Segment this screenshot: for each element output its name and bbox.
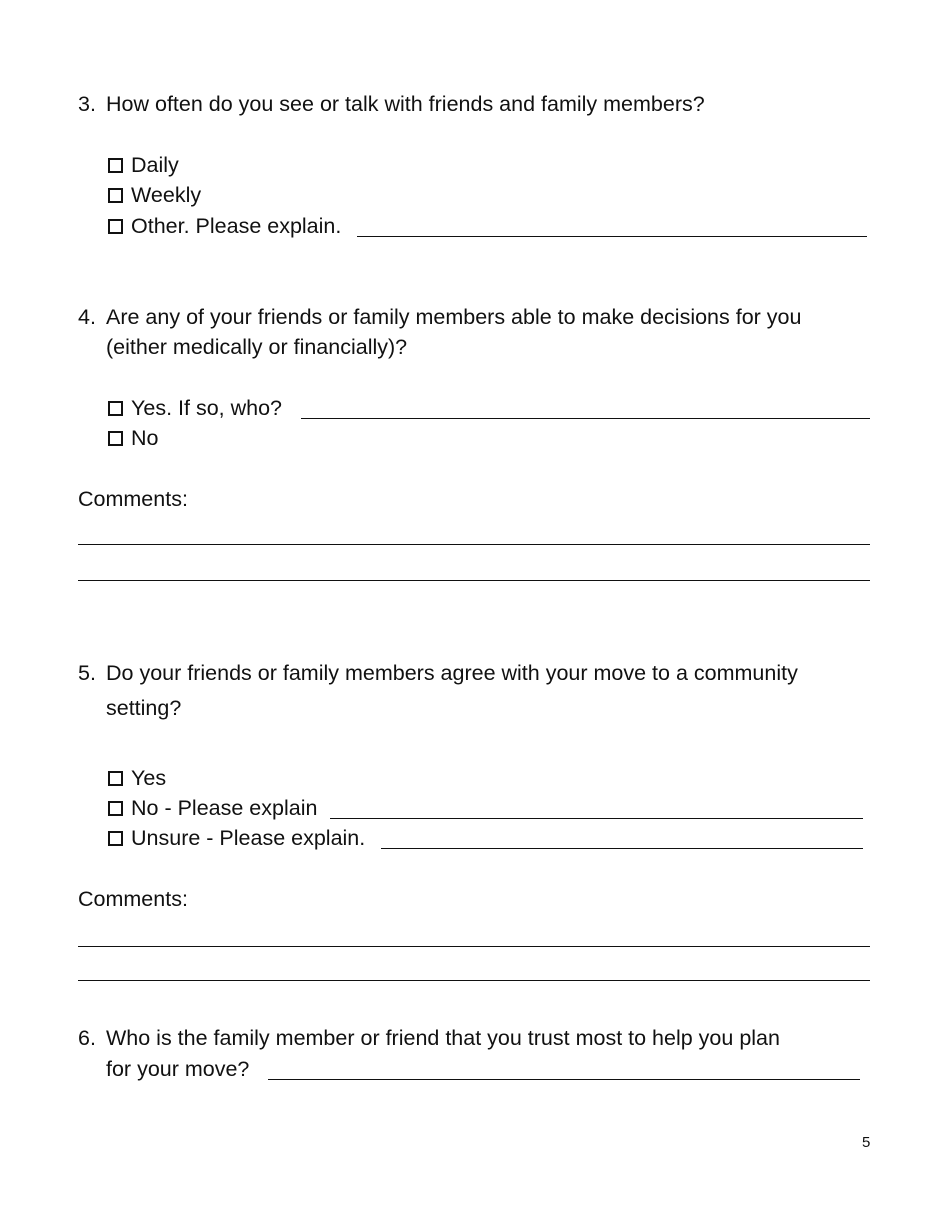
- checkbox-daily[interactable]: [108, 158, 123, 173]
- q6-number: 6.: [78, 1026, 96, 1050]
- q6-question-line2: for your move?: [106, 1057, 250, 1081]
- q5-option-yes-label: Yes: [131, 766, 167, 790]
- q4-comments-label: Comments:: [78, 487, 188, 511]
- checkbox-yes[interactable]: [108, 771, 123, 786]
- q4-number: 4.: [78, 305, 96, 329]
- q4-question-line2: (either medically or financially)?: [106, 335, 408, 359]
- q5-no-explain-line[interactable]: [330, 818, 863, 819]
- q5-option-unsure[interactable]: [108, 828, 365, 850]
- q5-comments-label: Comments:: [78, 887, 188, 911]
- q3-option-daily[interactable]: [108, 155, 179, 177]
- q3-question: How often do you see or talk with friends and family members?: [106, 92, 705, 116]
- q5-unsure-explain-line[interactable]: [381, 848, 863, 849]
- q4-option-yes[interactable]: [108, 398, 282, 420]
- q5-comment-line-1[interactable]: [78, 946, 870, 947]
- q5-option-yes[interactable]: [108, 768, 166, 790]
- checkbox-other[interactable]: [108, 219, 123, 234]
- q6-question-line1: Who is the family member or friend that you trust most to help you plan: [106, 1026, 780, 1050]
- q5-option-no-label: No - Please explain: [131, 796, 318, 820]
- q3-number: 3.: [78, 92, 96, 116]
- checkbox-no[interactable]: [108, 801, 123, 816]
- checkbox-weekly[interactable]: [108, 188, 123, 203]
- q5-question-line2: setting?: [106, 696, 182, 720]
- q4-option-no-label: No: [131, 426, 159, 450]
- checkbox-unsure[interactable]: [108, 831, 123, 846]
- q6-answer-line[interactable]: [268, 1079, 860, 1080]
- page-number: 5: [862, 1134, 871, 1151]
- q5-comment-line-2[interactable]: [78, 980, 870, 981]
- q3-option-weekly[interactable]: [108, 185, 201, 207]
- q5-option-no[interactable]: [108, 798, 317, 820]
- checkbox-yes[interactable]: [108, 401, 123, 416]
- q4-option-yes-label: Yes. If so, who?: [131, 396, 282, 420]
- q5-question-line1: Do your friends or family members agree with your move to a community: [106, 661, 798, 685]
- q3-option-other[interactable]: [108, 216, 341, 238]
- checkbox-no[interactable]: [108, 431, 123, 446]
- q5-option-unsure-label: Unsure - Please explain.: [131, 826, 366, 850]
- q3-option-daily-label: Daily: [131, 153, 179, 177]
- q5-number: 5.: [78, 661, 96, 685]
- q4-comment-line-2[interactable]: [78, 580, 870, 581]
- q4-option-no[interactable]: [108, 428, 158, 450]
- q4-question-line1: Are any of your friends or family members able to make decisions for you: [106, 305, 802, 329]
- q4-comment-line-1[interactable]: [78, 544, 870, 545]
- q3-option-weekly-label: Weekly: [131, 183, 202, 207]
- q3-other-explain-line[interactable]: [357, 236, 867, 237]
- q4-who-line[interactable]: [301, 418, 870, 419]
- q3-option-other-label: Other. Please explain.: [131, 214, 342, 238]
